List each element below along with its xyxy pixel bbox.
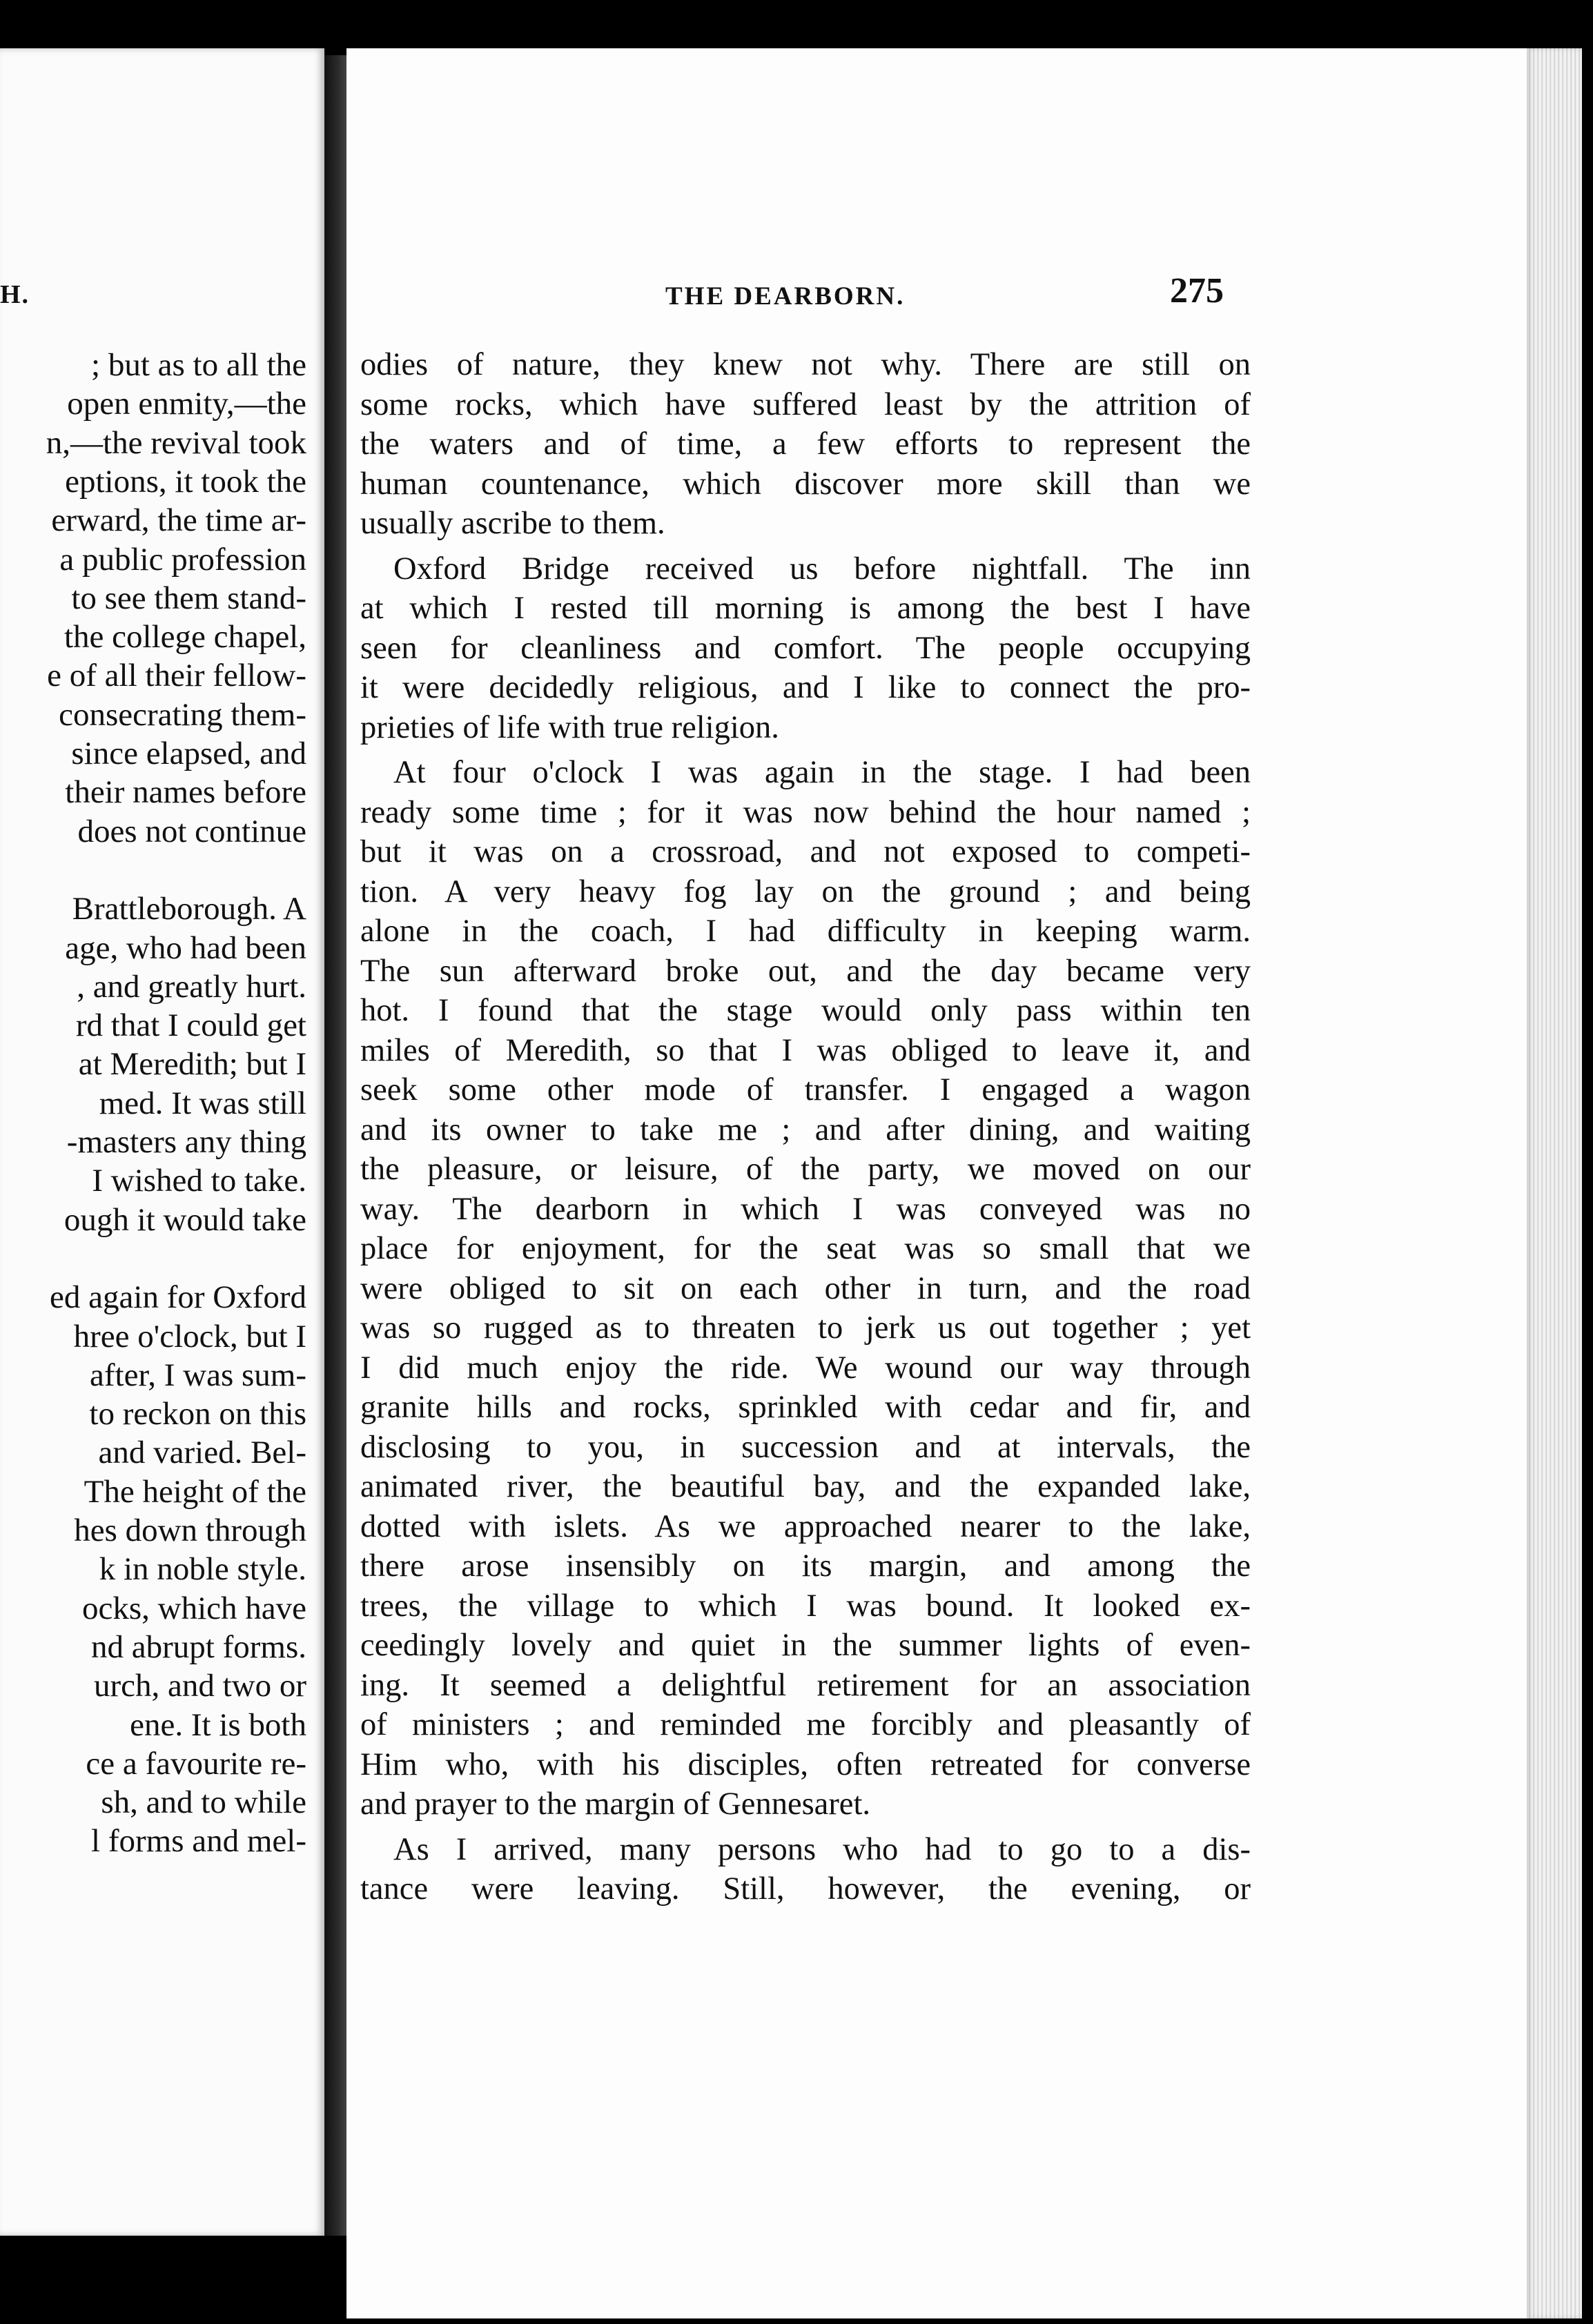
text-line: As I arrived, many persons who had to go to a dis-	[393, 1831, 1251, 1867]
left-text-line: k in noble style.	[99, 1551, 306, 1588]
text-line: tion. A very heavy fog lay on the ground ; and being	[360, 874, 1251, 909]
paragraph-gap	[360, 544, 1251, 549]
left-text-line: ocks, which have	[82, 1590, 306, 1626]
right-page	[346, 48, 1582, 2318]
left-text-line: a public profession	[59, 541, 306, 578]
page-edges	[1527, 48, 1582, 2318]
text-line: but it was on a crossroad, and not exposed to competi-	[360, 834, 1251, 869]
left-text-line: l forms and mel-	[91, 1823, 306, 1860]
left-text-line: to reckon on this	[89, 1396, 306, 1432]
text-line: usually ascribe to them.	[360, 506, 665, 541]
left-text-line: I wished to take.	[92, 1163, 306, 1199]
left-text-line: at Meredith; but I	[78, 1046, 306, 1083]
text-line: at which I rested till morning is among the best I have	[360, 591, 1251, 626]
text-line: human countenance, which discover more skill than we	[360, 466, 1251, 502]
text-line: Him who, with his disciples, often retreated for converse	[360, 1746, 1251, 1782]
left-running-head: H.	[0, 280, 30, 309]
left-text-line: since elapsed, and	[71, 736, 306, 771]
text-line: miles of Meredith, so that I was obliged to leave it, and	[360, 1032, 1251, 1068]
left-text-line: ce a favourite re-	[86, 1745, 306, 1782]
paragraph	[360, 753, 1251, 1824]
left-text-line: hree o'clock, but I	[73, 1318, 306, 1355]
text-line: At four o'clock I was again in the stage. I had been	[393, 755, 1251, 790]
text-line: prieties of life with true religion.	[360, 709, 779, 745]
left-text-line: n,—the revival took	[46, 424, 306, 461]
text-line: place for enjoyment, for the seat was so small that we	[360, 1231, 1251, 1266]
left-text-line: urch, and two or	[93, 1668, 306, 1704]
left-text-line: age, who had been	[65, 929, 306, 966]
left-text-line: nd abrupt forms.	[91, 1628, 306, 1665]
left-text-line: erward, the time ar-	[51, 502, 306, 539]
left-text-line: open enmity,—the	[67, 386, 306, 422]
text-line: The sun afterward broke out, and the day became very	[360, 953, 1251, 989]
body-text	[360, 345, 1251, 1909]
text-line: were obliged to sit on each other in turn, and the road	[360, 1270, 1251, 1306]
left-text-line: and varied. Bel-	[98, 1435, 306, 1471]
paragraph	[360, 1830, 1251, 1909]
text-line: way. The dearborn in which I was conveyed was no	[360, 1191, 1251, 1227]
text-line: Oxford Bridge received us before nightfall. The inn	[393, 551, 1251, 587]
left-text-line: The height of the	[84, 1473, 306, 1510]
text-line: tance were leaving. Still, however, the evening, or	[360, 1871, 1251, 1907]
left-text-line: ough it would take	[63, 1201, 306, 1238]
text-line: there arose insensibly on its margin, and among the	[360, 1548, 1251, 1584]
left-text-line: rd that I could get	[75, 1007, 306, 1044]
left-text-line: eptions, it took the	[65, 463, 306, 500]
text-line: it were decidedly religious, and I like to connect the pro-	[360, 670, 1251, 705]
text-line: ing. It seemed a delightful retirement for an association	[360, 1667, 1251, 1703]
left-text-line: ene. It is both	[130, 1706, 306, 1743]
left-text-line: ; but as to all the	[91, 347, 306, 383]
running-head: THE DEARBORN.	[665, 282, 906, 311]
left-text-line: ed again for Oxford	[50, 1279, 306, 1316]
left-page	[0, 48, 324, 2236]
paragraph	[360, 549, 1251, 748]
left-text-line: does not continue	[77, 813, 306, 849]
text-line: seen for cleanliness and comfort. The people occupying	[360, 630, 1251, 666]
text-line: granite hills and rocks, sprinkled with cedar and fir, and	[360, 1390, 1251, 1425]
left-text-line: -masters any thing	[66, 1124, 306, 1160]
text-line: trees, the village to which I was bound. It looked ex-	[360, 1588, 1251, 1624]
text-line: disclosing to you, in succession and at intervals, the	[360, 1429, 1251, 1465]
left-text-line: sh, and to while	[101, 1784, 306, 1821]
text-line: and prayer to the margin of Gennesaret.	[360, 1786, 870, 1822]
paragraph-gap	[360, 747, 1251, 753]
paragraph	[360, 345, 1251, 544]
left-text-line: , and greatly hurt.	[77, 968, 306, 1005]
book-gutter	[324, 55, 346, 2236]
text-line: of ministers ; and reminded me forcibly and pleasantly of	[360, 1707, 1251, 1742]
text-line: odies of nature, they knew not why. There are still on	[360, 347, 1251, 382]
paragraph-gap	[360, 1824, 1251, 1830]
left-text-line: to see them stand-	[71, 580, 306, 616]
text-line: some rocks, which have suffered least by the attrition of	[360, 386, 1251, 422]
left-text-line: their names before	[65, 774, 306, 811]
text-line: I did much enjoy the ride. We wound our way through	[360, 1350, 1251, 1386]
text-line: was so rugged as to threaten to jerk us out together ; yet	[360, 1310, 1251, 1346]
text-line: animated river, the beautiful bay, and the expanded lake,	[360, 1469, 1251, 1504]
text-line: ready some time ; for it was now behind the hour named ;	[360, 794, 1251, 830]
left-text-line: hes down through	[74, 1513, 306, 1548]
text-line: hot. I found that the stage would only pass within ten	[360, 993, 1251, 1028]
text-line: and its owner to take me ; and after dining, and waiting	[360, 1112, 1251, 1148]
left-text-line: after, I was sum-	[90, 1357, 306, 1393]
page-number: 275	[1170, 271, 1224, 311]
left-text-line: the college chapel,	[63, 619, 306, 656]
text-line: ceedingly lovely and quiet in the summer lights of even-	[360, 1628, 1251, 1663]
left-text-line: Brattleborough. A	[72, 891, 306, 927]
text-line: seek some other mode of transfer. I engaged a wagon	[360, 1072, 1251, 1107]
text-line: the waters and of time, a few efforts to represent the	[360, 426, 1251, 462]
left-text-line: med. It was still	[99, 1085, 306, 1121]
left-text-line: e of all their fellow-	[47, 658, 306, 694]
text-line: alone in the coach, I had difficulty in keeping warm.	[360, 914, 1251, 949]
text-line: the pleasure, or leisure, of the party, we moved on our	[360, 1152, 1251, 1187]
left-text-line: consecrating them-	[59, 696, 306, 733]
text-line: dotted with islets. As we approached nearer to the lake,	[360, 1508, 1251, 1544]
